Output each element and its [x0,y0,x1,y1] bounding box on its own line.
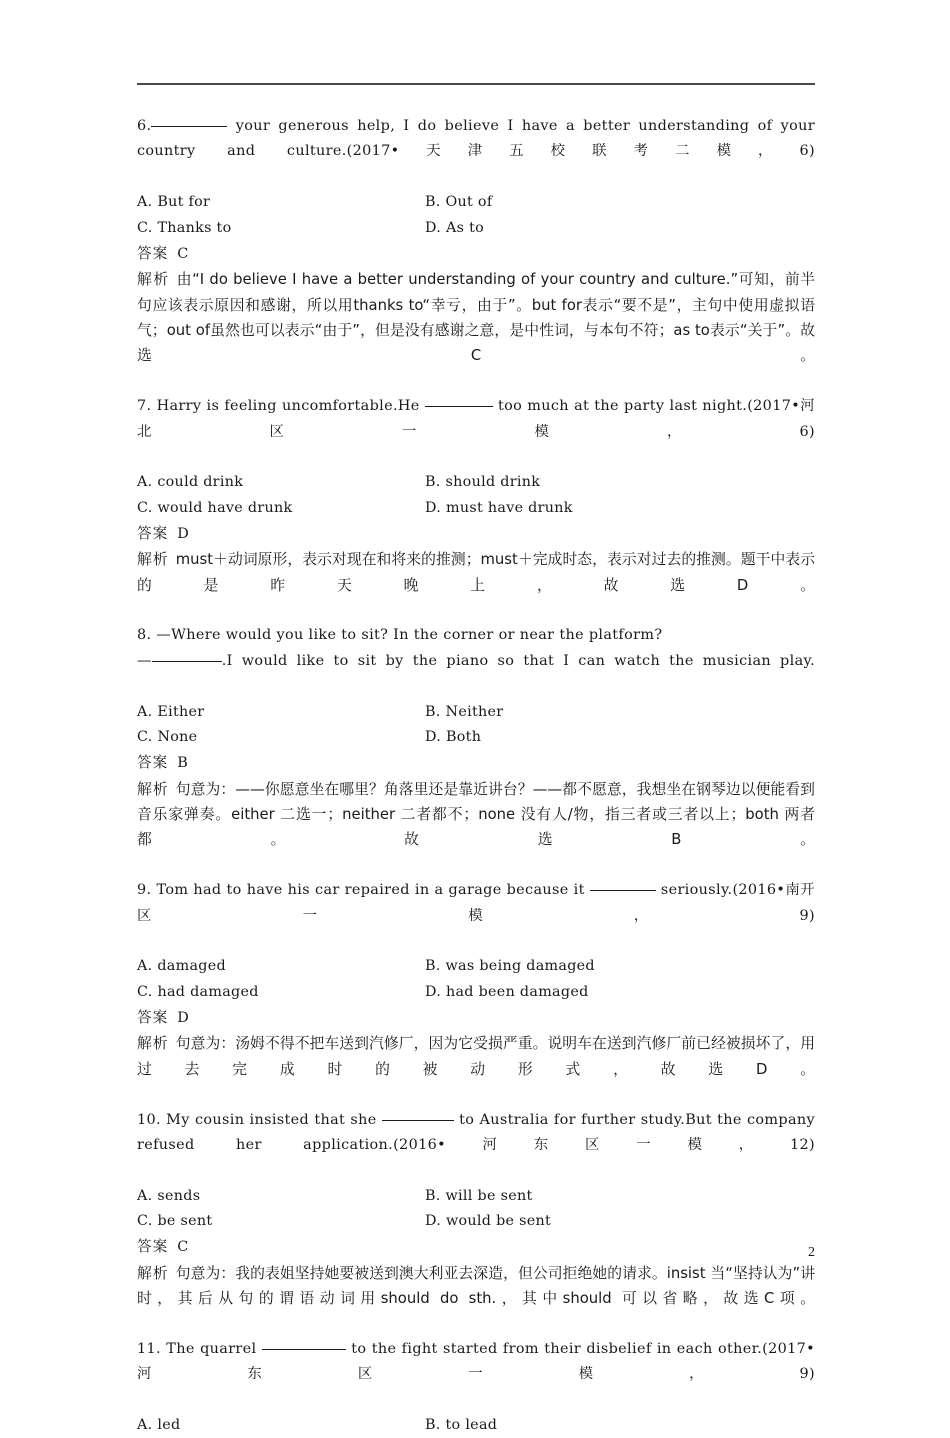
option-key: A. [137,1187,153,1204]
answer-label: 答案 [137,244,169,262]
question-number-q9: 9. [137,882,152,899]
option-key: B. [425,474,441,491]
question-text-q8: .I would like to sit by the piano so that I can watch the musician play. [221,652,815,669]
dialogue-dash-q8: — [137,652,152,669]
option-q9-c[interactable] [137,980,425,1005]
option-q10-b[interactable] [425,1184,815,1209]
option-q10-d[interactable] [425,1209,815,1234]
option-key: C. [137,983,153,1000]
answer-label: 答案 [137,754,169,772]
option-text: had damaged [157,983,259,1000]
explanation-label: 解析 [137,780,169,798]
option-text: could drink [157,474,244,491]
option-row [137,1184,815,1209]
option-text: Thanks to [157,219,232,236]
answer-line-q9 [137,1005,815,1031]
option-row [137,725,815,750]
explanation-text: 句意为：汤姆不得不把车送到汽修厂，因为它受损严重。说明车在送到汽修厂前已经被损坏了，用过去完成时的被动形式，故选D。 [137,1035,815,1078]
header-rule [137,83,815,85]
answer-line-q6 [137,241,815,267]
answer-value: D [177,1010,189,1027]
explanation-q10 [137,1261,815,1337]
option-key: D. [425,1213,442,1230]
answer-blank-q11[interactable] [262,1349,346,1350]
option-q8-c[interactable] [137,725,425,750]
answer-blank-q6[interactable] [151,126,227,127]
option-row [137,1209,815,1234]
question-stem-q9 [137,878,815,954]
option-row [137,496,815,521]
option-key: A. [137,474,153,491]
option-text: had been damaged [445,983,589,1000]
option-q7-c[interactable] [137,496,425,521]
answer-blank-q8[interactable] [152,661,222,662]
option-row [137,954,815,979]
explanation-text: 句意为：——你愿意坐在哪里？角落里还是靠近讲台？——都不愿意，我想坐在钢琴边以便能看到音乐家弹奏。either 二选一；neither 二者都不；none 没有人/物，指三者或三者以上；both 两者都。故选B。 [137,780,815,849]
option-q9-d[interactable] [425,980,815,1005]
option-key: A. [137,958,153,975]
option-key: D. [425,983,442,1000]
option-text: would be sent [445,1213,552,1230]
answer-blank-q7[interactable] [425,406,493,407]
question-stem-q11 [137,1337,815,1413]
explanation-label: 解析 [137,551,169,569]
explanation-q6 [137,267,815,394]
question-text-q7: too much at the party last night.(2017•河北区一模，6) [137,398,815,440]
options-q8 [137,700,815,751]
option-text: will be sent [445,1187,533,1204]
option-text: led [157,1417,181,1434]
option-text: was being damaged [445,958,595,975]
answer-label: 答案 [137,1009,169,1027]
option-text: sends [157,1187,201,1204]
option-q10-c[interactable] [137,1209,425,1234]
option-key: A. [137,703,153,720]
question-text-q11: to the fight started from their disbelief in each other.(2017•河东区一模，9) [137,1340,815,1383]
option-q8-b[interactable] [425,700,815,725]
explanation-label: 解析 [137,271,170,289]
option-q7-d[interactable] [425,496,815,521]
answer-value: C [177,245,189,262]
question-stem-q7 [137,394,815,470]
option-key: B. [425,1417,441,1434]
explanation-text: must＋动词原形，表示对现在和将来的推测；must＋完成时态，表示对过去的推测。题干中表示的是昨天晚上，故选D。 [137,551,815,594]
option-text: to lead [445,1417,498,1434]
question-text-pre-q11: The quarrel [160,1340,262,1357]
explanation-label: 解析 [137,1035,169,1053]
option-q6-b[interactable] [425,190,815,215]
option-q11-a[interactable] [137,1413,425,1438]
option-key: B. [425,194,441,211]
option-text: Neither [445,703,504,720]
option-key: C. [137,728,153,745]
answer-blank-q9[interactable] [590,890,656,891]
answer-label: 答案 [137,524,169,542]
explanation-text: 由“I do believe I have a better understanding of your country and culture.”可知，前半句应该表示原因和感谢，所以用thanks to“幸亏，由于”。but for表示“要不是”，主句中使用虚拟语气；out of虽然也可以表示“由于”，但是没有感谢之意，是中性词，与本句不符；as to表示“关于”。故选C。 [137,271,815,365]
answer-line-q7 [137,521,815,547]
question-number-q8: 8. [137,627,152,644]
question-text-q8-line1: —Where would you like to sit? In the corner or near the platform? [151,627,663,644]
option-key: B. [425,1187,441,1204]
option-key: C. [137,499,153,516]
option-q6-c[interactable] [137,216,425,241]
option-key: B. [425,958,441,975]
option-text: Both [445,728,482,745]
option-key: A. [137,194,153,211]
option-key: D. [425,219,442,236]
option-row [137,980,815,1005]
option-q8-d[interactable] [425,725,815,750]
option-q8-a[interactable] [137,700,425,725]
explanation-label: 解析 [137,1264,169,1282]
question-number-q11: 11. [137,1340,161,1357]
question-stem-q8-line2 [137,649,815,700]
option-q7-a[interactable] [137,470,425,495]
options-q10 [137,1184,815,1235]
option-text: As to [445,219,485,236]
option-key: A. [137,1417,153,1434]
answer-value: C [177,1239,189,1256]
question-stem-q10 [137,1108,815,1184]
option-key: B. [425,703,441,720]
option-key: D. [425,728,442,745]
option-row [137,700,815,725]
option-q9-b[interactable] [425,954,815,979]
page-content [137,114,815,1438]
option-row [137,216,815,241]
option-row [137,470,815,495]
question-text-pre-q7: Harry is feeling uncomfortable.He [151,398,425,415]
option-row [137,1413,815,1438]
explanation-text: 句意为：我的表姐坚持她要被送到澳大利亚去深造，但公司拒绝她的请求。insist 当“坚持认为”讲时，其后从句的谓语动词用should do sth.，其中should 可以省略，故选C项。 [137,1264,815,1308]
explanation-q8 [137,777,815,879]
option-q11-b[interactable] [425,1413,815,1438]
options-q7 [137,470,815,521]
question-text-q6: your generous help, I do believe I have a better understanding of your country and culture.(2017•天津五校联考二模，6) [137,118,815,160]
option-key: D. [425,499,442,516]
option-q10-a[interactable] [137,1184,425,1209]
question-number-q7: 7. [137,398,152,415]
question-text-q9: seriously.(2016•南开区一模，9) [137,882,815,924]
question-text-pre-q9: Tom had to have his car repaired in a garage because it [151,882,590,899]
explanation-q7 [137,547,815,623]
option-key: C. [137,1213,153,1230]
question-stem-q6 [137,114,815,190]
option-key: C. [137,219,153,236]
option-text: should drink [445,474,541,491]
option-text: damaged [157,958,226,975]
option-q9-a[interactable] [137,954,425,979]
option-text: But for [157,194,211,211]
option-text: would have drunk [157,499,293,516]
answer-value: B [177,755,188,772]
option-text: None [157,728,198,745]
question-number-q10: 10. [137,1111,161,1128]
option-row [137,190,815,215]
question-text-q10: to Australia for further study.But the company refused her application.(2016•河东区一模，12) [137,1111,816,1153]
option-q6-d[interactable] [425,216,815,241]
option-q7-b[interactable] [425,470,815,495]
option-q6-a[interactable] [137,190,425,215]
question-stem-q8-line1 [137,623,815,648]
option-text: Out of [445,194,493,211]
answer-blank-q10[interactable] [382,1120,454,1121]
question-text-pre-q10: My cousin insisted that she [160,1111,382,1128]
page-number: 2 [808,1245,815,1260]
answer-value: D [177,525,189,542]
option-text: be sent [157,1213,213,1230]
options-q11 [137,1413,815,1438]
options-q6 [137,190,815,241]
option-text: Either [157,703,205,720]
answer-label: 答案 [137,1238,169,1256]
explanation-q9 [137,1031,815,1107]
option-text: must have drunk [445,499,573,516]
answer-line-q8 [137,750,815,776]
question-number-q6: 6. [137,118,152,134]
options-q9 [137,954,815,1005]
